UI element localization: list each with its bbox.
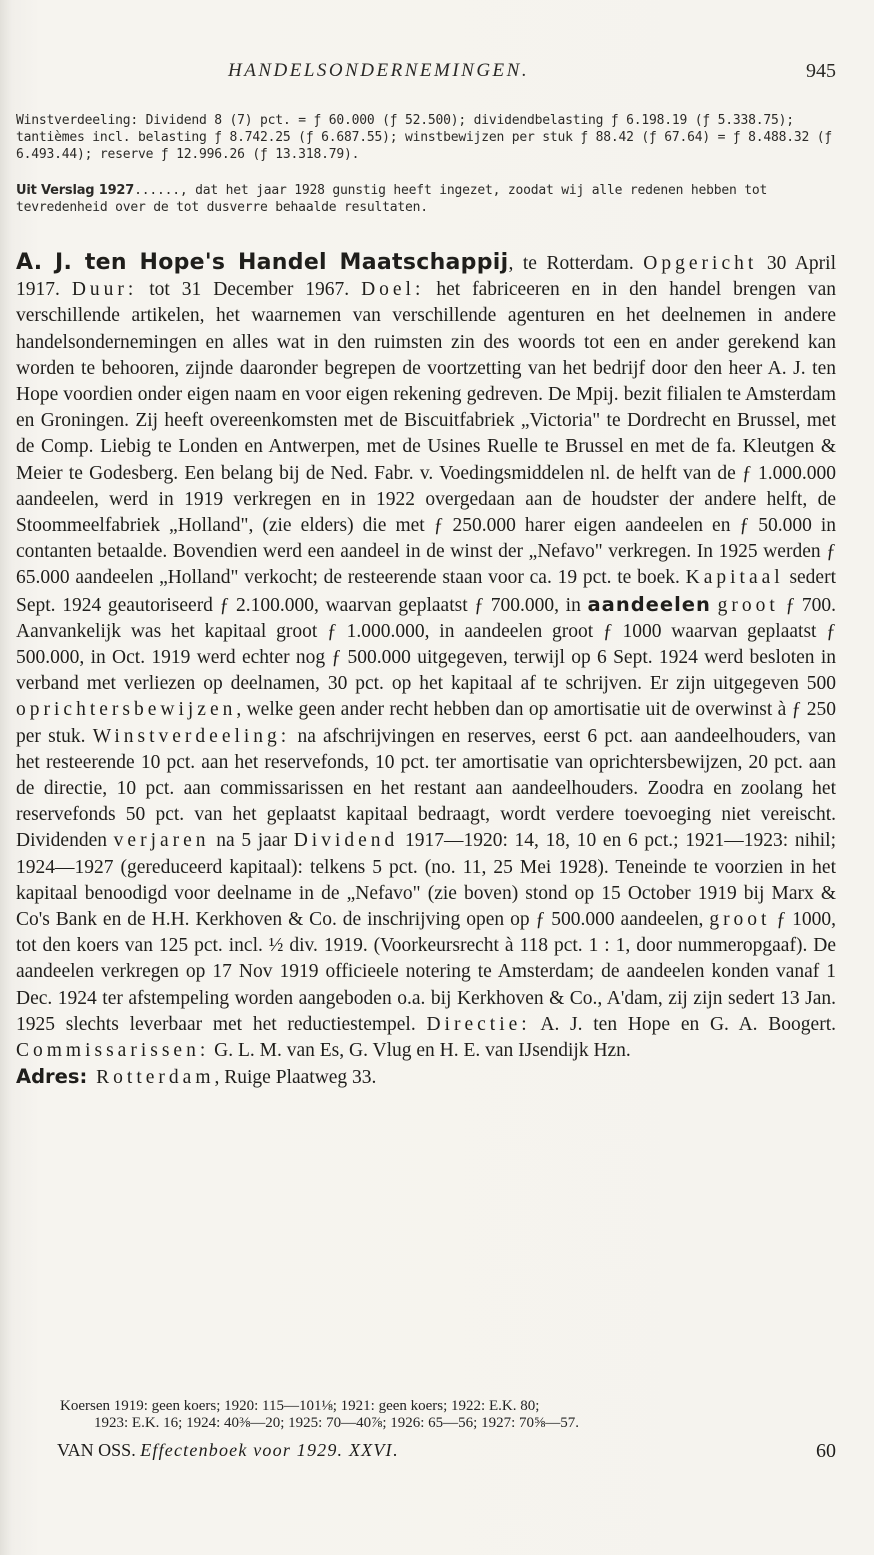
footer-title-suffix: . <box>392 1440 398 1460</box>
opgericht-label: Opgericht <box>643 253 758 274</box>
running-title: HANDELSONDERNEMINGEN. <box>228 60 530 81</box>
oprichters-label: oprichtersbewijzen <box>16 699 237 721</box>
koersen-line-1: Koersen 1919: geen koers; 1920: 115—101⅛; 1921: geen koers; 1922: E.K. 80; <box>60 1398 540 1414</box>
duur-text: tot 31 December 1967. <box>137 279 350 301</box>
commissarissen-text: G. L. M. van Es, G. Vlug en H. E. van IJsendijk Hzn. <box>209 1040 631 1062</box>
verslag-paragraph <box>16 182 836 216</box>
doel-label: Doel: <box>361 279 425 301</box>
winst-text: Dividend 8 (7) pct. = ƒ 60.000 (ƒ 52.500); dividendbelasting ƒ 6.198.19 (ƒ 5.338.75); tantièmes incl. belasting ƒ 8.742.25 (ƒ 6.687.55); winstbewijzen per stuk ƒ 88.42 (ƒ 67.64) = ƒ 8.488.32 (ƒ 6.493.44); reserve ƒ 12.996.26 (ƒ 13.318.79). <box>16 113 833 162</box>
doel-text: het fabriceeren en in den handel brengen van verschillende artikelen, het waarnemen van verschillende agenturen en het deelnemen in andere handelsondernemingen en alles wat in den ruimsten zin des woords tot een en ander gerekend kan worden te behooren, zijnde daaronder begrepen de voortzetting van het bedrijf door den heer A. J. ten Hope voordien onder eigen naam en voor eigen rekening gedreven. De Mpij. bezit filialen te Amsterdam en Groningen. Zij heeft overeenkomsten met de Biscuitfabriek „Victoria" te Dordrecht en Brussel, met de Comp. Liebig te Londen en Antwerpen, met de Usines Ruelle te Brussel en met de fa. Kleutgen & Meier te Godesberg. Een belang bij de Ned. Fabr. v. Voedingsmiddelen nl. de helft van de ƒ 1.000.000 aandeelen, werd in 1919 verkregen en in 1922 overgedaan aan de houdster der andere helft, de Stoommeelfabriek „Holland", (zie elders) die met ƒ 250.000 harer eigen aandeelen en ƒ 50.000 in contanten betaalde. Bovendien werd een aandeel in de winst der „Nefavo" verkregen. In 1925 werden ƒ 65.000 aandeelen „Holland" verkocht; de resteerende staan voor ca. 19 pct. te boek. <box>16 279 837 589</box>
winst-label: Winstverdeeling: <box>16 113 139 128</box>
kapitaal-text-1: sedert Sept. 1924 geautoriseerd ƒ 2.100.000, waarvan geplaatst ƒ 700.000, in <box>16 567 836 616</box>
footer-page-number: 60 <box>816 1440 836 1462</box>
verslag-label: Uit Verslag 1927 <box>16 183 135 198</box>
company-entry <box>16 250 836 1092</box>
koersen-block <box>60 1398 836 1432</box>
groot-label-2: groot <box>709 909 771 931</box>
duur-label: Duur: <box>71 279 138 301</box>
commissarissen-label: Commissarissen: <box>16 1040 210 1062</box>
directie-label: Directie: <box>426 1013 531 1035</box>
winstverdeeling-previous-entry <box>16 112 836 163</box>
page-number: 945 <box>806 60 836 82</box>
koersen-line-2: 1923: E.K. 16; 1924: 40⅜—20; 1925: 70—40⅞; 1926: 65—56; 1927: 70⅝—57. <box>94 1415 580 1431</box>
oprichters-text: , welke geen ander recht hebben dan op amortisatie uit de overwinst à ƒ 250 per stuk. <box>16 699 836 747</box>
footer-title: Effectenboek voor 1929. XXVI <box>140 1440 393 1460</box>
kapitaal-label: Kapitaal <box>685 567 784 589</box>
opgericht-text: 30 April 1917. <box>16 253 836 301</box>
verjaren-label: verjaren <box>113 830 210 852</box>
groot-label-1: groot <box>717 594 779 616</box>
page-footer <box>57 1440 836 1466</box>
dividend-label: Dividend <box>293 830 399 852</box>
winstverdeeling-text: na afschrijvingen en reserves, eerst 6 pct. aan aandeelhouders, van het resteerende 10 pct. aan het reservefonds, 10 pct. ter amortisatie van oprichtersbewijzen, 20 pct. aan de directie, 10 pct. aan commissarissen en het restant aan aandeelhouders. Zoodra en zoolang het reservefonds 50 pct. van het geplaatst kapitaal bedraagt, wordt verdere toevoeging niet vereischt. Dividenden <box>16 725 837 852</box>
verjaren-text: na 5 jaar <box>209 830 294 852</box>
adres-street: , Ruige Plaatweg 33. <box>214 1067 377 1089</box>
directie-text: A. J. ten Hope en G. A. Boogert. <box>530 1013 836 1035</box>
winstverdeeling-label: Winstverdeeling: <box>92 725 291 747</box>
footer-author: VAN OSS. <box>57 1440 136 1460</box>
emissie-text: ƒ 1000, tot den koers van 125 pct. incl. ½ div. 1919. (Voorkeursrecht à 118 pct. 1 : 1, door nummeropgaaf). De aandeelen verkregen op 17 Nov 1919 officieele notering te Amsterdam; de aandeelen konden vanaf 1 Dec. 1924 ter afstempeling worden aangeboden o.a. bij Kerkhoven & Co., A'dam, zij zijn sedert 13 Jan. 1925 slechts leverbaar met het reductiestempel. <box>16 909 837 1035</box>
adres-city: Rotterdam <box>87 1067 215 1089</box>
aandeelen-label: aandeelen <box>587 592 711 616</box>
company-name: A. J. ten Hope's Handel Maatschappij <box>16 250 509 275</box>
kapitaal-text-2: ƒ 700. Aanvankelijk was het kapitaal groot ƒ 1.000.000, in aandeelen groot ƒ 1000 waarvan geplaatst ƒ 500.000, in Oct. 1919 werd echter nog ƒ 500.000 uitgegeven, terwijl op 6 Sept. 1924 werd besloten in verband met verliezen op deelnamen, 30 pct. op het kapitaal af te schrijven. Er zijn uitgegeven 500 <box>16 594 837 695</box>
publication-reference <box>57 1440 397 1461</box>
company-location: , te Rotterdam. <box>508 253 634 274</box>
dividend-text: 1917—1920: 14, 18, 10 en 6 pct.; 1921—1923: nihil; 1924—1927 (gereduceerd kapitaal): telkens 5 pct. (no. 11, 25 Mei 1928). Teneinde te voorzien in het kapitaal benoodigd voor deelname in de „Nefavo" (zie boven) stond op 15 October 1919 bij Marx & Co's Bank en de H.H. Kerkhoven & Co. de inschrijving open op ƒ 500.000 aandeelen, <box>16 830 836 931</box>
verslag-text: ......, dat het jaar 1928 gunstig heeft ingezet, zoodat wij alle redenen hebben tot tevredenheid over de tot dusverre behaalde resultaten. <box>16 183 768 215</box>
page-header <box>0 60 874 90</box>
adres-label: Adres: <box>16 1065 88 1089</box>
